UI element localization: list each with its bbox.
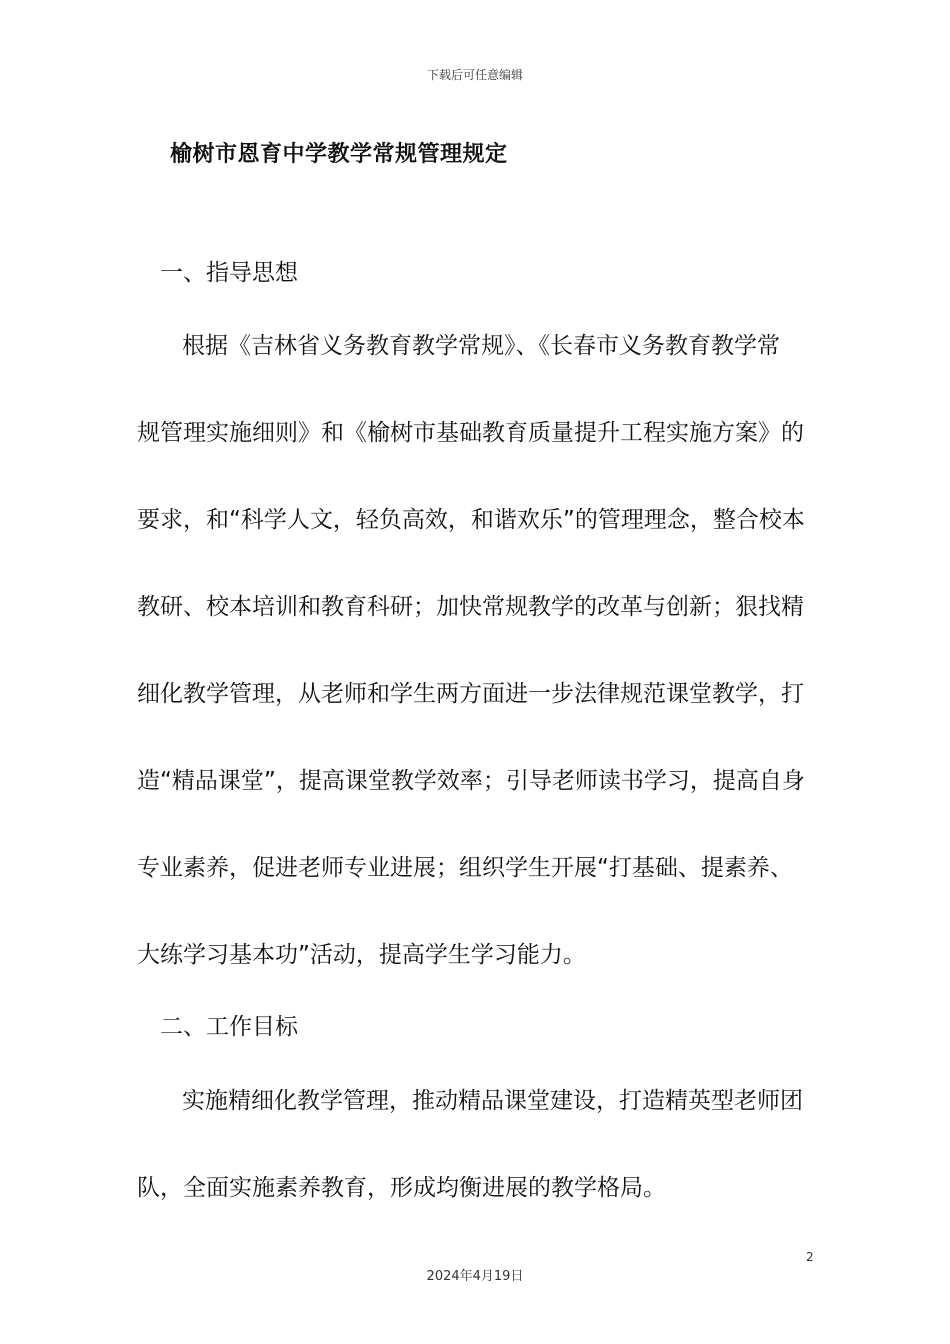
paragraph-line: 教研、校本培训和教育科研；加快常规教学的改革与创新；狠找精 [137, 594, 804, 620]
page-number: 2 [806, 1250, 814, 1264]
footer-date: 2024年4月19日 [426, 1269, 524, 1284]
paragraph-line: 专业素养，促进老师专业进展；组织学生开展“打基础、提素养、 [137, 855, 793, 881]
paragraph-line: 造“精品课堂”，提高课堂教学效率；引导老师读书学习，提高自身 [137, 768, 805, 794]
paragraph-line: 实施精细化教学管理，推动精品课堂建设，打造精英型老师团 [182, 1088, 803, 1114]
header-note: 下载后可任意编辑 [426, 68, 523, 82]
section-heading-guiding-ideology: 一、指导思想 [160, 260, 298, 286]
document-title: 榆树市恩育中学教学常规管理规定 [170, 142, 508, 167]
paragraph-line: 根据《吉林省义务教育教学常规》、《长春市义务教育教学常 [182, 333, 780, 359]
section-heading-work-goals: 二、工作目标 [160, 1014, 298, 1040]
paragraph-line: 要求，和“科学人文，轻负高效，和谐欢乐”的管理理念，整合校本 [137, 507, 805, 533]
paragraph-line: 细化教学管理，从老师和学生两方面进一步法律规范课堂教学，打 [137, 681, 804, 707]
paragraph-line: 大练学习基本功”活动，提高学生学习能力。 [137, 942, 586, 968]
paragraph-line: 队，全面实施素养教育，形成均衡进展的教学格局。 [137, 1175, 666, 1201]
paragraph-line: 规管理实施细则》和《榆树市基础教育质量提升工程实施方案》的 [137, 420, 804, 446]
